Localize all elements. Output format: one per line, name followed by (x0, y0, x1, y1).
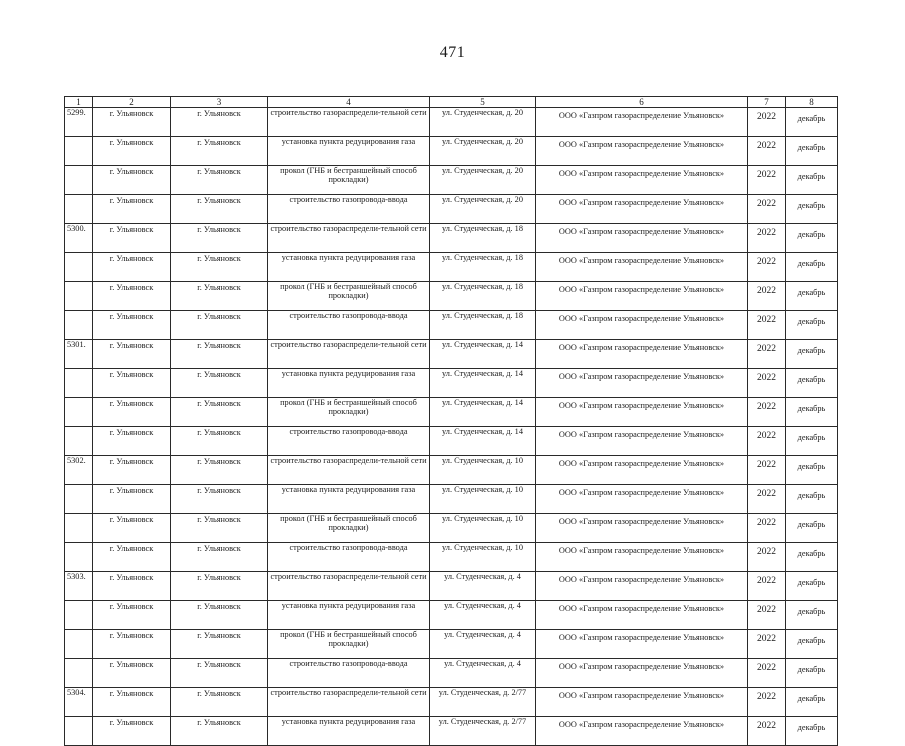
cell-settlement: г. Ульяновск (171, 166, 268, 195)
cell-organization: ООО «Газпром газораспределение Ульяновск» (536, 659, 748, 688)
table-row (65, 224, 838, 253)
cell-municipality: г. Ульяновск (93, 630, 171, 659)
cell-work-type: строительство газопровода-ввода (268, 427, 430, 456)
cell-organization: ООО «Газпром газораспределение Ульяновск» (536, 166, 748, 195)
cell-row-number (65, 659, 93, 688)
cell-municipality: г. Ульяновск (93, 456, 171, 485)
cell-work-type: прокол (ГНБ и бестраншейный способ прокладки) (268, 630, 430, 659)
cell-row-number (65, 311, 93, 340)
col-header: 4 (268, 97, 430, 108)
table-row (65, 514, 838, 543)
cell-organization: ООО «Газпром газораспределение Ульяновск» (536, 456, 748, 485)
cell-work-type: прокол (ГНБ и бестраншейный способ прокладки) (268, 282, 430, 311)
cell-work-type: строительство газораспредели-тельной сети (268, 688, 430, 717)
cell-work-type: строительство газораспредели-тельной сети (268, 572, 430, 601)
cell-municipality: г. Ульяновск (93, 427, 171, 456)
cell-month: декабрь (786, 514, 838, 543)
cell-year: 2022 (748, 166, 786, 195)
cell-settlement: г. Ульяновск (171, 514, 268, 543)
cell-settlement: г. Ульяновск (171, 108, 268, 137)
cell-municipality: г. Ульяновск (93, 195, 171, 224)
table-body (65, 108, 838, 746)
cell-row-number (65, 137, 93, 166)
cell-address: ул. Студенческая, д. 10 (430, 514, 536, 543)
table-row (65, 166, 838, 195)
cell-month: декабрь (786, 485, 838, 514)
cell-year: 2022 (748, 717, 786, 746)
cell-month: декабрь (786, 601, 838, 630)
cell-row-number (65, 630, 93, 659)
table-row (65, 340, 838, 369)
table-row (65, 456, 838, 485)
cell-month: декабрь (786, 166, 838, 195)
cell-month: декабрь (786, 398, 838, 427)
cell-row-number: 5299. (65, 108, 93, 137)
table-row (65, 659, 838, 688)
cell-month: декабрь (786, 717, 838, 746)
table-row (65, 717, 838, 746)
cell-organization: ООО «Газпром газораспределение Ульяновск» (536, 369, 748, 398)
cell-address: ул. Студенческая, д. 20 (430, 137, 536, 166)
cell-year: 2022 (748, 630, 786, 659)
cell-municipality: г. Ульяновск (93, 369, 171, 398)
table-row (65, 398, 838, 427)
cell-row-number: 5301. (65, 340, 93, 369)
cell-address: ул. Студенческая, д. 4 (430, 630, 536, 659)
cell-year: 2022 (748, 659, 786, 688)
col-header: 7 (748, 97, 786, 108)
cell-settlement: г. Ульяновск (171, 340, 268, 369)
cell-row-number (65, 427, 93, 456)
cell-settlement: г. Ульяновск (171, 659, 268, 688)
cell-month: декабрь (786, 253, 838, 282)
cell-month: декабрь (786, 340, 838, 369)
cell-address: ул. Студенческая, д. 4 (430, 572, 536, 601)
cell-organization: ООО «Газпром газораспределение Ульяновск» (536, 485, 748, 514)
cell-year: 2022 (748, 253, 786, 282)
cell-month: декабрь (786, 195, 838, 224)
cell-organization: ООО «Газпром газораспределение Ульяновск» (536, 688, 748, 717)
cell-settlement: г. Ульяновск (171, 253, 268, 282)
cell-year: 2022 (748, 427, 786, 456)
cell-organization: ООО «Газпром газораспределение Ульяновск» (536, 427, 748, 456)
cell-address: ул. Студенческая, д. 2/77 (430, 688, 536, 717)
cell-year: 2022 (748, 398, 786, 427)
cell-address: ул. Студенческая, д. 14 (430, 427, 536, 456)
cell-municipality: г. Ульяновск (93, 514, 171, 543)
cell-organization: ООО «Газпром газораспределение Ульяновск» (536, 282, 748, 311)
cell-municipality: г. Ульяновск (93, 572, 171, 601)
cell-organization: ООО «Газпром газораспределение Ульяновск» (536, 398, 748, 427)
cell-municipality: г. Ульяновск (93, 543, 171, 572)
cell-address: ул. Студенческая, д. 10 (430, 485, 536, 514)
cell-month: декабрь (786, 108, 838, 137)
cell-municipality: г. Ульяновск (93, 311, 171, 340)
cell-row-number: 5302. (65, 456, 93, 485)
cell-year: 2022 (748, 543, 786, 572)
cell-settlement: г. Ульяновск (171, 224, 268, 253)
header-row (65, 97, 838, 108)
cell-organization: ООО «Газпром газораспределение Ульяновск» (536, 253, 748, 282)
cell-municipality: г. Ульяновск (93, 253, 171, 282)
cell-organization: ООО «Газпром газораспределение Ульяновск» (536, 601, 748, 630)
cell-row-number (65, 398, 93, 427)
work-schedule-table (64, 96, 838, 746)
cell-row-number (65, 543, 93, 572)
cell-work-type: установка пункта редуцирования газа (268, 485, 430, 514)
cell-work-type: строительство газопровода-ввода (268, 311, 430, 340)
cell-work-type: установка пункта редуцирования газа (268, 717, 430, 746)
cell-organization: ООО «Газпром газораспределение Ульяновск» (536, 543, 748, 572)
cell-address: ул. Студенческая, д. 4 (430, 659, 536, 688)
cell-organization: ООО «Газпром газораспределение Ульяновск» (536, 311, 748, 340)
col-header: 8 (786, 97, 838, 108)
table-row (65, 369, 838, 398)
table-row (65, 253, 838, 282)
cell-row-number: 5300. (65, 224, 93, 253)
cell-address: ул. Студенческая, д. 4 (430, 601, 536, 630)
cell-organization: ООО «Газпром газораспределение Ульяновск» (536, 195, 748, 224)
cell-organization: ООО «Газпром газораспределение Ульяновск» (536, 514, 748, 543)
cell-municipality: г. Ульяновск (93, 340, 171, 369)
cell-year: 2022 (748, 572, 786, 601)
cell-settlement: г. Ульяновск (171, 311, 268, 340)
cell-address: ул. Студенческая, д. 14 (430, 398, 536, 427)
cell-row-number: 5304. (65, 688, 93, 717)
table-row (65, 108, 838, 137)
table-row (65, 137, 838, 166)
cell-settlement: г. Ульяновск (171, 572, 268, 601)
cell-municipality: г. Ульяновск (93, 659, 171, 688)
col-header: 6 (536, 97, 748, 108)
table-row (65, 195, 838, 224)
cell-work-type: строительство газораспредели-тельной сети (268, 340, 430, 369)
cell-address: ул. Студенческая, д. 18 (430, 253, 536, 282)
cell-work-type: строительство газопровода-ввода (268, 543, 430, 572)
table-row (65, 282, 838, 311)
cell-row-number: 5303. (65, 572, 93, 601)
col-header: 2 (93, 97, 171, 108)
table-row (65, 485, 838, 514)
cell-work-type: строительство газопровода-ввода (268, 195, 430, 224)
cell-municipality: г. Ульяновск (93, 398, 171, 427)
cell-year: 2022 (748, 282, 786, 311)
table-row (65, 572, 838, 601)
table-row (65, 688, 838, 717)
cell-month: декабрь (786, 543, 838, 572)
cell-work-type: установка пункта редуцирования газа (268, 601, 430, 630)
cell-month: декабрь (786, 137, 838, 166)
cell-work-type: строительство газораспредели-тельной сети (268, 456, 430, 485)
cell-work-type: прокол (ГНБ и бестраншейный способ прокладки) (268, 514, 430, 543)
cell-work-type: установка пункта редуцирования газа (268, 369, 430, 398)
cell-settlement: г. Ульяновск (171, 543, 268, 572)
cell-settlement: г. Ульяновск (171, 717, 268, 746)
cell-municipality: г. Ульяновск (93, 282, 171, 311)
cell-row-number (65, 253, 93, 282)
cell-month: декабрь (786, 659, 838, 688)
col-header: 5 (430, 97, 536, 108)
cell-organization: ООО «Газпром газораспределение Ульяновск» (536, 340, 748, 369)
cell-organization: ООО «Газпром газораспределение Ульяновск» (536, 137, 748, 166)
cell-work-type: прокол (ГНБ и бестраншейный способ прокладки) (268, 398, 430, 427)
page-number: 471 (439, 44, 466, 61)
cell-municipality: г. Ульяновск (93, 601, 171, 630)
cell-settlement: г. Ульяновск (171, 630, 268, 659)
cell-municipality: г. Ульяновск (93, 688, 171, 717)
cell-organization: ООО «Газпром газораспределение Ульяновск» (536, 108, 748, 137)
cell-row-number (65, 601, 93, 630)
cell-year: 2022 (748, 514, 786, 543)
cell-municipality: г. Ульяновск (93, 485, 171, 514)
cell-address: ул. Студенческая, д. 18 (430, 311, 536, 340)
cell-settlement: г. Ульяновск (171, 398, 268, 427)
cell-month: декабрь (786, 369, 838, 398)
table-row (65, 601, 838, 630)
cell-row-number (65, 717, 93, 746)
cell-settlement: г. Ульяновск (171, 195, 268, 224)
cell-settlement: г. Ульяновск (171, 137, 268, 166)
cell-address: ул. Студенческая, д. 10 (430, 456, 536, 485)
table-row (65, 311, 838, 340)
cell-year: 2022 (748, 108, 786, 137)
cell-year: 2022 (748, 195, 786, 224)
cell-work-type: строительство газопровода-ввода (268, 659, 430, 688)
cell-address: ул. Студенческая, д. 20 (430, 108, 536, 137)
cell-address: ул. Студенческая, д. 20 (430, 166, 536, 195)
cell-address: ул. Студенческая, д. 18 (430, 282, 536, 311)
cell-organization: ООО «Газпром газораспределение Ульяновск» (536, 572, 748, 601)
cell-address: ул. Студенческая, д. 18 (430, 224, 536, 253)
cell-municipality: г. Ульяновск (93, 166, 171, 195)
cell-row-number (65, 369, 93, 398)
cell-work-type: установка пункта редуцирования газа (268, 137, 430, 166)
cell-year: 2022 (748, 311, 786, 340)
cell-row-number (65, 166, 93, 195)
cell-settlement: г. Ульяновск (171, 456, 268, 485)
cell-address: ул. Студенческая, д. 10 (430, 543, 536, 572)
cell-organization: ООО «Газпром газораспределение Ульяновск» (536, 224, 748, 253)
cell-year: 2022 (748, 485, 786, 514)
cell-work-type: строительство газораспредели-тельной сети (268, 224, 430, 253)
cell-year: 2022 (748, 224, 786, 253)
table-row (65, 427, 838, 456)
table-row (65, 630, 838, 659)
cell-organization: ООО «Газпром газораспределение Ульяновск» (536, 717, 748, 746)
cell-month: декабрь (786, 572, 838, 601)
cell-month: декабрь (786, 282, 838, 311)
cell-settlement: г. Ульяновск (171, 485, 268, 514)
cell-settlement: г. Ульяновск (171, 601, 268, 630)
cell-month: декабрь (786, 311, 838, 340)
cell-year: 2022 (748, 601, 786, 630)
cell-settlement: г. Ульяновск (171, 369, 268, 398)
cell-work-type: установка пункта редуцирования газа (268, 253, 430, 282)
cell-year: 2022 (748, 688, 786, 717)
cell-address: ул. Студенческая, д. 14 (430, 340, 536, 369)
cell-row-number (65, 195, 93, 224)
cell-work-type: строительство газораспредели-тельной сети (268, 108, 430, 137)
cell-work-type: прокол (ГНБ и бестраншейный способ прокладки) (268, 166, 430, 195)
cell-month: декабрь (786, 427, 838, 456)
col-header: 3 (171, 97, 268, 108)
cell-municipality: г. Ульяновск (93, 137, 171, 166)
cell-month: декабрь (786, 456, 838, 485)
cell-municipality: г. Ульяновск (93, 717, 171, 746)
cell-month: декабрь (786, 224, 838, 253)
cell-organization: ООО «Газпром газораспределение Ульяновск» (536, 630, 748, 659)
table-row (65, 543, 838, 572)
cell-row-number (65, 514, 93, 543)
cell-row-number (65, 282, 93, 311)
cell-row-number (65, 485, 93, 514)
cell-year: 2022 (748, 340, 786, 369)
cell-municipality: г. Ульяновск (93, 108, 171, 137)
cell-address: ул. Студенческая, д. 20 (430, 195, 536, 224)
cell-address: ул. Студенческая, д. 14 (430, 369, 536, 398)
cell-year: 2022 (748, 369, 786, 398)
cell-settlement: г. Ульяновск (171, 427, 268, 456)
cell-year: 2022 (748, 137, 786, 166)
cell-municipality: г. Ульяновск (93, 224, 171, 253)
cell-year: 2022 (748, 456, 786, 485)
cell-address: ул. Студенческая, д. 2/77 (430, 717, 536, 746)
cell-settlement: г. Ульяновск (171, 282, 268, 311)
cell-settlement: г. Ульяновск (171, 688, 268, 717)
cell-month: декабрь (786, 688, 838, 717)
col-header: 1 (65, 97, 93, 108)
cell-month: декабрь (786, 630, 838, 659)
